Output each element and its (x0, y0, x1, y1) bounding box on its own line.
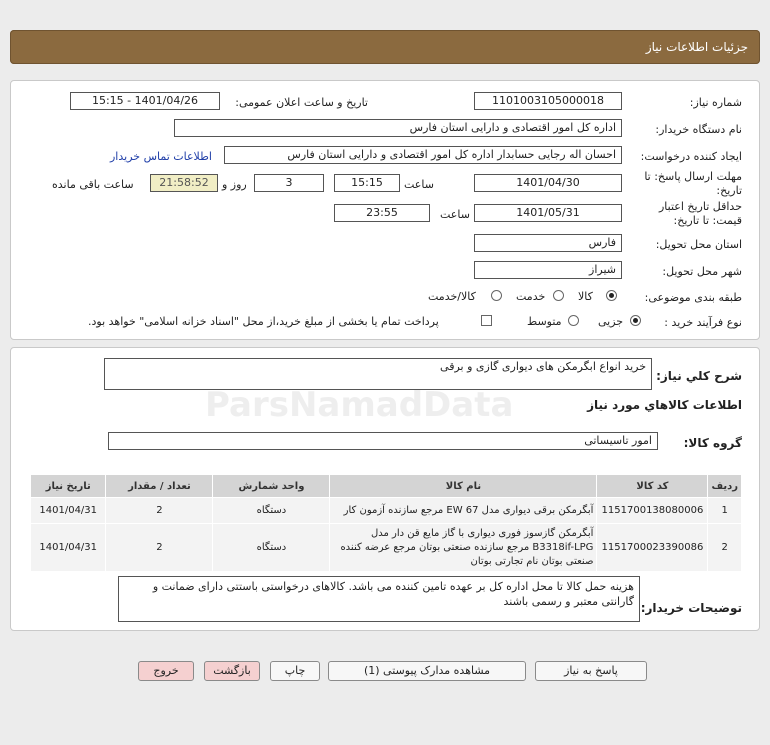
category-radio-goods-service[interactable] (491, 290, 502, 301)
cell-qty: 2 (106, 498, 213, 524)
province-field: فارس (474, 234, 622, 252)
cell-qty: 2 (106, 524, 213, 572)
category-option-service: خدمت (516, 290, 546, 303)
table-row (31, 498, 742, 524)
cell-name: آبگرمکن برقی دیواری مدل EW 67 مرجع سازنده آزمون کار (330, 498, 597, 524)
city-label: شهر محل تحویل: (662, 265, 742, 278)
validity-date-field: 1401/05/31 (474, 204, 622, 222)
cell-name: آبگرمکن گازسوز فوری دیواری با گاز مایع قن دار مدل B3318if-LPG مرجع سازنده صنعتی بوتان مرجع عرضه کننده صنعتی بوتان نام تجارتی بوتان (330, 524, 597, 572)
th-unit: واحد شمارش (213, 475, 330, 498)
cell-date: 1401/04/31 (31, 524, 106, 572)
deadline-label-1: مهلت ارسال پاسخ: تا (644, 170, 742, 183)
cell-index: 1 (708, 498, 742, 524)
th-date: تاریخ نیاز (31, 475, 106, 498)
goods-table (30, 474, 742, 572)
category-option-goods: کالا (578, 290, 593, 303)
page-header (10, 30, 760, 64)
deadline-label-2: تاریخ: (716, 184, 742, 197)
category-radio-goods[interactable] (606, 290, 617, 301)
reply-button[interactable]: پاسخ به نیاز (535, 661, 647, 681)
days-label: روز و (222, 178, 247, 191)
validity-time-field: 23:55 (334, 204, 430, 222)
summary-label: شرح کلي نياز: (656, 369, 742, 383)
city-field: شیراز (474, 261, 622, 279)
back-button[interactable]: بازگشت (204, 661, 260, 681)
process-label: نوع فرآیند خرید : (664, 316, 742, 329)
validity-label-2: قیمت: تا تاریخ: (673, 214, 742, 227)
th-qty: تعداد / مقدار (106, 475, 213, 498)
th-code: کد کالا (597, 475, 708, 498)
deadline-time-label: ساعت (404, 178, 434, 191)
process-radio-medium[interactable] (568, 315, 579, 326)
process-option-medium: متوسط (527, 315, 562, 328)
print-button[interactable]: چاپ (270, 661, 320, 681)
goods-group-label: گروه کالا: (683, 436, 742, 450)
creator-field: احسان اله رجایی حسابدار اداره کل امور اقتصادی و دارایی استان فارس (224, 146, 622, 164)
days-field: 3 (254, 174, 324, 192)
buyer-org-field: اداره کل امور اقتصادی و دارایی استان فارس (174, 119, 622, 137)
payment-note: پرداخت تمام یا بخشی از مبلغ خرید،از محل "اسناد خزانه اسلامی" خواهد بود. (88, 315, 439, 328)
process-option-minor: جزیی (598, 315, 624, 328)
remaining-label: ساعت باقی مانده (52, 178, 134, 191)
buyer-notes-field: هزینه حمل کالا تا محل اداره کل بر عهده تامین کننده می باشد. کالاهای درخواستی باستتی دارای ضمانت و گارانتی معتبر و رسمی باشند (118, 576, 640, 622)
category-option-goods-service: کالا/خدمت (428, 290, 476, 303)
table-header-row (31, 475, 742, 498)
creator-label: ایجاد کننده درخواست: (640, 150, 742, 163)
validity-time-label: ساعت (440, 208, 470, 221)
contact-buyer-link[interactable]: اطلاعات تماس خریدار (110, 150, 212, 163)
view-attachments-button[interactable]: مشاهده مدارک پیوستی (1) (328, 661, 526, 681)
validity-label-1: حداقل تاریخ اعتبار (658, 200, 742, 213)
goods-section-title: اطلاعات کالاهاي مورد نياز (587, 398, 742, 412)
need-number-label: شماره نیاز: (689, 96, 742, 109)
page-title: جزئیات اطلاعات نیاز (645, 40, 748, 54)
buyer-org-label: نام دستگاه خریدار: (655, 123, 742, 136)
province-label: استان محل تحویل: (655, 238, 742, 251)
need-number-field: 1101003105000018 (474, 92, 622, 110)
th-index: ردیف (708, 475, 742, 498)
table-row (31, 524, 742, 572)
cell-date: 1401/04/31 (31, 498, 106, 524)
treasury-bond-checkbox[interactable] (481, 315, 492, 326)
remaining-time-field: 21:58:52 (150, 174, 218, 192)
buyer-notes-label: توضیحات خریدار: (640, 601, 742, 615)
cell-code: 1151700023390086 (597, 524, 708, 572)
deadline-date-field: 1401/04/30 (474, 174, 622, 192)
category-radio-service[interactable] (553, 290, 564, 301)
announce-label: تاریخ و ساعت اعلان عمومی: (235, 96, 368, 109)
exit-button[interactable]: خروج (138, 661, 194, 681)
cell-unit: دستگاه (213, 524, 330, 572)
cell-index: 2 (708, 524, 742, 572)
announce-field: 1401/04/26 - 15:15 (70, 92, 220, 110)
th-name: نام کالا (330, 475, 597, 498)
category-label: طبقه بندی موضوعی: (644, 291, 742, 304)
cell-code: 1151700138080006 (597, 498, 708, 524)
process-radio-minor[interactable] (630, 315, 641, 326)
goods-group-field: امور تاسیساتی (108, 432, 658, 450)
summary-field: خرید انواع ابگرمکن های دیواری گازی و برقی (104, 358, 652, 390)
deadline-time-field: 15:15 (334, 174, 400, 192)
cell-unit: دستگاه (213, 498, 330, 524)
